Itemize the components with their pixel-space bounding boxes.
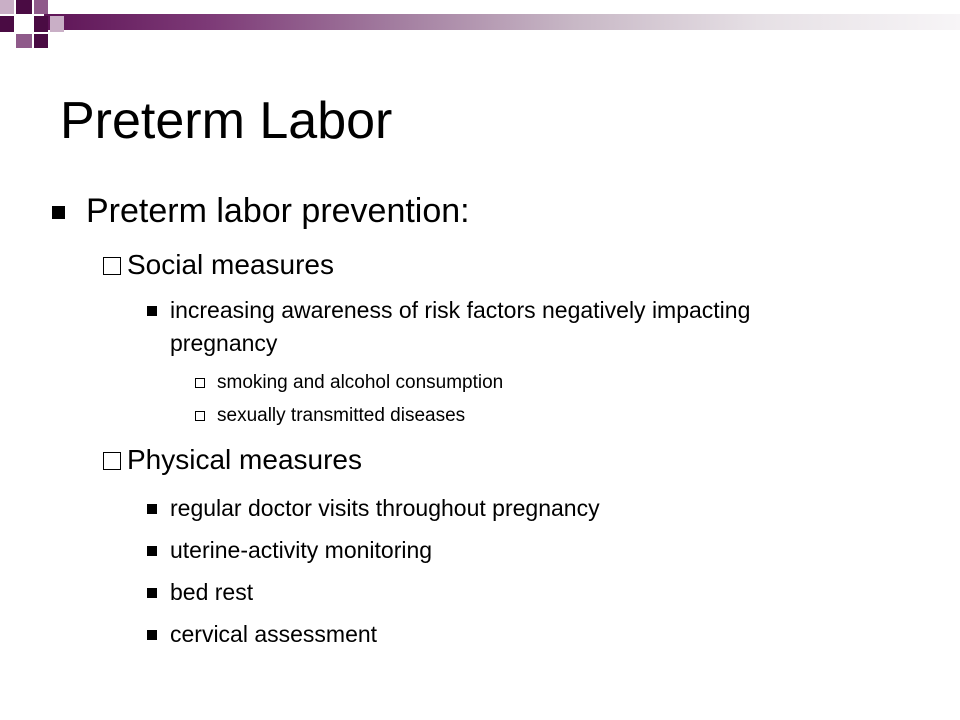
physical-measures-label: Physical measures bbox=[127, 444, 362, 475]
square-bullet-icon bbox=[147, 504, 157, 514]
physical-item-2: uterine-activity monitoring bbox=[170, 537, 433, 563]
prevention-heading: Preterm labor prevention: bbox=[86, 192, 470, 230]
square-bullet-icon bbox=[52, 206, 65, 219]
physical-item-3: bed rest bbox=[170, 579, 254, 605]
square-bullet-icon bbox=[147, 630, 157, 640]
header-gradient-bar bbox=[44, 14, 960, 30]
social-subitem-1: smoking and alcohol consumption bbox=[217, 372, 504, 393]
social-measures-label: Social measures bbox=[127, 249, 334, 280]
social-subitem-2: sexually transmitted diseases bbox=[217, 405, 466, 426]
hollow-square-bullet-icon bbox=[195, 411, 205, 421]
social-item-text: increasing awareness of risk factors negatively impacting pregnancy bbox=[170, 297, 751, 356]
slide-title: Preterm Labor bbox=[60, 92, 393, 150]
hollow-square-bullet-icon bbox=[103, 452, 121, 470]
square-bullet-icon bbox=[147, 588, 157, 598]
physical-item-4: cervical assessment bbox=[170, 621, 378, 647]
hollow-square-bullet-icon bbox=[103, 257, 121, 275]
square-bullet-icon bbox=[147, 546, 157, 556]
square-bullet-icon bbox=[147, 306, 157, 316]
hollow-square-bullet-icon bbox=[195, 378, 205, 388]
physical-item-1: regular doctor visits throughout pregnancy bbox=[170, 495, 600, 521]
